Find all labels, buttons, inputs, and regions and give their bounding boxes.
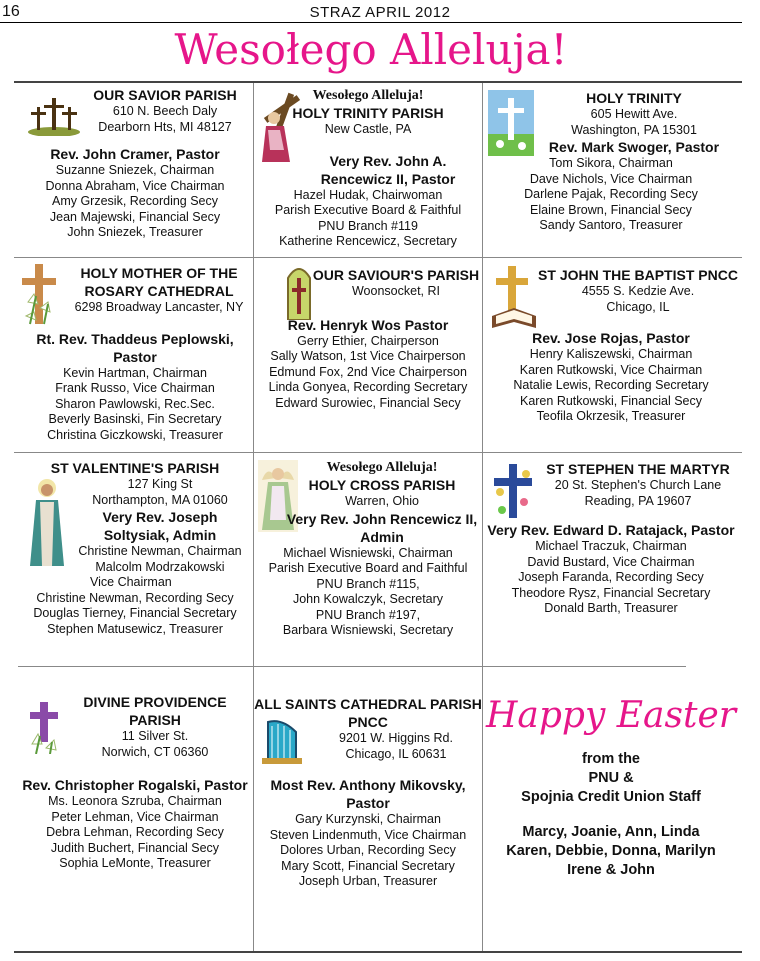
member: Barbara Wisniewski, Secretary (282, 623, 454, 637)
parish-holy-trinity-washington (483, 89, 739, 234)
parish-st-stephen (483, 460, 739, 617)
member: Sophia LeMonte, Treasurer (59, 856, 211, 870)
member: Tom Sikora, Chairman (549, 156, 673, 170)
member: Douglas Tierney, Financial Secretary (33, 606, 237, 620)
parish-holy-mother-rosary (18, 264, 252, 443)
parish-our-saviours (254, 266, 482, 411)
parish-address: Warren, Ohio (345, 494, 419, 508)
row-divider (18, 666, 686, 667)
member: Malcolm Modrzakowski (95, 559, 225, 574)
member: Beverly Basinski, Fin Secretary (48, 412, 222, 426)
member: Dave Nichols, Vice Chairman (529, 171, 693, 186)
parish-all-saints (254, 695, 482, 890)
pastor: Rev. Christopher Rogalski, Pastor (22, 777, 248, 793)
member: John Sniezek, Treasurer (67, 225, 203, 239)
pastor: Rt. Rev. Thaddeus Peplowski, Pastor (36, 330, 234, 365)
parish-address: 11 Silver St. (121, 729, 189, 743)
member: Parish Executive Board and Faithful (268, 561, 468, 575)
row-divider (14, 452, 742, 453)
member: John Kowalczyk, Secretary (292, 592, 444, 606)
page-title: Wesołego Alleluja! (174, 25, 568, 74)
member: Christina Giczkowski, Treasurer (47, 427, 223, 442)
member: Karen Rutkowski, Vice Chairman (519, 362, 703, 377)
happy-easter-box (483, 696, 739, 880)
parish-name: OUR SAVIOR PARISH (93, 87, 237, 103)
page-number: 16 (2, 3, 20, 20)
parish-address: 127 King St (127, 477, 193, 491)
member: PNU Branch #197, (315, 607, 421, 622)
parish-address: Washington, PA 15301 (571, 122, 697, 137)
parish-name: ALL SAINTS CATHEDRAL PARISH PNCC (254, 696, 482, 730)
row-divider (14, 257, 742, 258)
member: Joseph Faranda, Recording Secy (518, 570, 704, 584)
member: Theodore Rysz, Financial Secretary (511, 585, 711, 600)
member: Christine Newman, Chairman (78, 544, 242, 558)
header-rule (0, 22, 742, 23)
staff-line: Karen, Debbie, Donna, Marilyn (506, 843, 716, 859)
member: PNU Branch #115, (316, 576, 420, 591)
parish-name: OUR SAVIOUR'S PARISH (312, 267, 480, 283)
member: Amy Grzesik, Recording Secy (51, 194, 219, 208)
parish-name: HOLY TRINITY PARISH (292, 105, 444, 121)
from-line: Spojnia Credit Union Staff (521, 789, 701, 805)
member: Hazel Hudak, Chairwoman (293, 187, 443, 202)
greeting: Wesołego Alleluja! (312, 88, 424, 103)
member: Mary Scott, Financial Secretary (281, 858, 455, 873)
member: Michael Wisniewski, Chairman (283, 545, 453, 560)
member: Henry Kaliszewski, Chairman (529, 347, 693, 361)
parish-divine-providence (18, 693, 252, 872)
parish-address: New Castle, PA (324, 122, 412, 136)
member: Stephen Matusewicz, Treasurer (47, 621, 223, 636)
member: Darlene Pajak, Recording Secy (524, 187, 698, 201)
member: Sally Watson, 1st Vice Chairperson (270, 349, 466, 363)
parish-address: 605 Hewitt Ave. (590, 107, 678, 121)
parish-address: 4555 S. Kedzie Ave. (581, 284, 695, 298)
parish-name: ST VALENTINE'S PARISH (50, 460, 220, 476)
member: PNU Branch #119 (318, 218, 418, 233)
parish-name: DIVINE PROVIDENCE PARISH (83, 694, 227, 728)
title-rule (14, 81, 742, 83)
member: Judith Buchert, Financial Secy (50, 840, 220, 855)
member: Debra Lehman, Recording Secy (46, 825, 224, 839)
pastor: Very Rev. Edward D. Ratajack, Pastor (487, 522, 735, 538)
parish-st-valentines (18, 459, 252, 637)
from-line: from the (582, 751, 640, 767)
parish-address: 6298 Broadway Lancaster, NY (74, 300, 244, 314)
member: David Bustard, Vice Chairman (527, 554, 695, 569)
member: Gerry Ethier, Chairperson (297, 333, 439, 348)
parish-address: 9201 W. Higgins Rd. (339, 731, 453, 745)
parish-name: ST STEPHEN THE MARTYR (546, 461, 730, 477)
pastor: Rev. Henryk Wos Pastor (287, 316, 449, 333)
parish-name: HOLY CROSS PARISH (308, 477, 456, 493)
greeting: Wesołego Alleluja! (326, 460, 438, 475)
member: Michael Traczuk, Chairman (535, 539, 687, 553)
member: Joseph Urban, Treasurer (298, 874, 438, 888)
member: Jean Majewski, Financial Secy (49, 209, 221, 224)
parish-address: Chicago, IL (606, 299, 670, 314)
member: Elaine Brown, Financial Secy (530, 202, 692, 217)
member: Natalie Lewis, Recording Secretary (513, 378, 709, 392)
parish-st-john-baptist (483, 266, 739, 425)
member: Frank Russo, Vice Chairman (55, 381, 215, 395)
parish-address: Woonsocket, RI (351, 284, 440, 298)
parish-address: Dearborn Hts, MI 48127 (98, 119, 232, 134)
from-line: PNU & (588, 770, 634, 786)
parish-address: Reading, PA 19607 (584, 493, 692, 508)
parish-our-savior (18, 86, 252, 241)
member: Sandy Santoro, Treasurer (539, 218, 683, 232)
parish-name: HOLY TRINITY (586, 90, 682, 106)
parish-address: 610 N. Beech Daly (112, 104, 218, 118)
happy-easter-heading: Happy Easter (486, 695, 736, 736)
member: Kevin Hartman, Chairman (63, 365, 207, 380)
member: Sharon Pawlowski, Rec.Sec. (55, 396, 215, 411)
pastor: Rev. John Cramer, Pastor (50, 146, 220, 162)
member: Katherine Rencewicz, Secretary (279, 234, 457, 248)
parish-name: HOLY MOTHER OF THE ROSARY CATHEDRAL (80, 265, 238, 299)
publication-header: STRAZ APRIL 2012 (309, 4, 451, 21)
staff-line: Irene & John (567, 862, 655, 878)
member: Donna Abraham, Vice Chairman (45, 178, 225, 193)
pastor: Rev. Mark Swoger, Pastor (548, 139, 720, 155)
member: Ms. Leonora Szruba, Chairman (48, 794, 222, 808)
member: Gary Kurzynski, Chairman (295, 812, 441, 826)
member: Edward Surowiec, Financial Secy (275, 395, 461, 410)
pastor: Rev. Jose Rojas, Pastor (532, 330, 690, 346)
member: Donald Barth, Treasurer (544, 601, 678, 615)
member: Parish Executive Board & Faithful (274, 203, 462, 217)
member: Edmund Fox, 2nd Vice Chairperson (269, 364, 467, 379)
parish-address: Norwich, CT 06360 (101, 744, 209, 759)
member: Teofila Okrzesik, Treasurer (536, 409, 686, 423)
parish-name: ST JOHN THE BAPTIST PNCC (538, 267, 738, 283)
member: Dolores Urban, Recording Secy (280, 843, 456, 857)
parish-address: Chicago, IL 60631 (345, 746, 447, 761)
member: Karen Rutkowski, Financial Secy (519, 393, 703, 408)
member: Suzanne Sniezek, Chairman (55, 163, 215, 177)
member: Vice Chairman (90, 575, 172, 589)
parish-address: 20 St. Stephen's Church Lane (554, 478, 722, 492)
pastor: Very Rev. John A. Rencewicz II, Pastor (320, 152, 456, 187)
parish-address: Northampton, MA 01060 (92, 492, 228, 507)
parish-holy-cross (254, 460, 482, 639)
member: Christine Newman, Recording Secy (36, 590, 234, 605)
pastor: Most Rev. Anthony Mikovsky, Pastor (270, 777, 466, 811)
pastor: Very Rev. Joseph Soltysiak, Admin (102, 509, 218, 543)
parish-holy-trinity-new-castle (254, 88, 482, 250)
member: Peter Lehman, Vice Chairman (51, 809, 219, 824)
bottom-rule (14, 951, 742, 953)
pastor: Very Rev. John Rencewicz II, Admin (286, 510, 478, 545)
staff-line: Marcy, Joanie, Ann, Linda (522, 824, 700, 840)
member: Steven Lindenmuth, Vice Chairman (269, 827, 467, 842)
member: Linda Gonyea, Recording Secretary (268, 380, 468, 394)
